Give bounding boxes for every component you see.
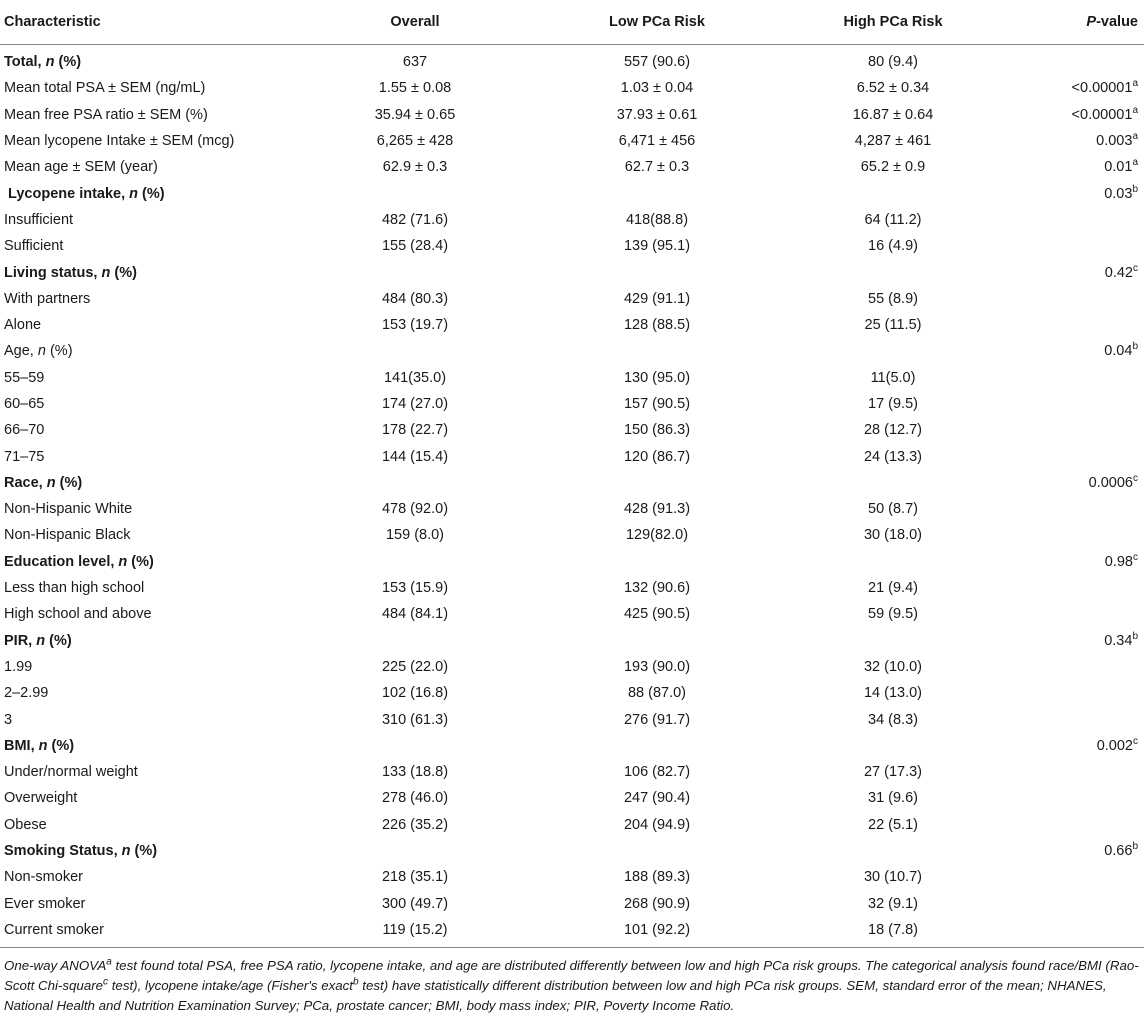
p-value-superscript: b: [1132, 183, 1138, 195]
cell-p-value: [1002, 706, 1144, 732]
cell-high-risk: [784, 338, 1002, 364]
cell-low-risk: 418(88.8): [625, 211, 689, 228]
cell-p-value: [1002, 45, 1144, 76]
cell-low-risk: 6,471 ± 456: [618, 133, 696, 150]
p-value-text: 0.002: [1096, 737, 1133, 754]
cell-characteristic: Overweight: [4, 790, 78, 807]
cell-low-risk: 188 (89.3): [623, 869, 691, 886]
column-header-overall: Overall: [300, 0, 530, 45]
cell-p-value: [1002, 759, 1144, 785]
cell-characteristic: Ever smoker: [4, 895, 86, 912]
cell-characteristic: Non-Hispanic White: [4, 501, 133, 518]
p-value-superscript: b: [1132, 341, 1138, 353]
cell-low-risk: 425 (90.5): [623, 606, 691, 623]
cell-characteristic: 3: [4, 711, 13, 728]
cell-low-risk: [530, 259, 784, 285]
cell-high-risk: 32 (10.0): [863, 658, 923, 675]
p-suffix: -value: [1096, 14, 1138, 30]
cell-characteristic: Age, n (%): [4, 343, 73, 360]
column-header-p-value: [1002, 0, 1144, 45]
cell-p-value: [1002, 233, 1144, 259]
table-row: [0, 891, 1144, 917]
cell-low-risk: 557 (90.6): [623, 54, 691, 71]
cell-p-value: [1002, 785, 1144, 811]
cell-p-value: [1002, 365, 1144, 391]
column-header-low-risk: Low PCa Risk: [530, 0, 784, 45]
table-row: [0, 759, 1144, 785]
cell-characteristic: Obese: [4, 816, 47, 833]
p-value-text: 0.01: [1104, 159, 1133, 176]
table-row: [0, 680, 1144, 706]
cell-high-risk: 14 (13.0): [863, 685, 923, 702]
table-row: [0, 470, 1144, 496]
cell-high-risk: 6.52 ± 0.34: [856, 80, 930, 97]
table-row: [0, 365, 1144, 391]
table-row: [0, 654, 1144, 680]
cell-characteristic: Mean lycopene Intake ± SEM (mcg): [4, 133, 235, 150]
cell-characteristic: Insufficient: [4, 211, 74, 228]
cell-low-risk: 128 (88.5): [623, 317, 691, 334]
cell-characteristic: 66–70: [4, 422, 45, 439]
cell-high-risk: 30 (10.7): [863, 869, 923, 886]
cell-p-value: [1002, 496, 1144, 522]
cell-characteristic: Less than high school: [4, 580, 145, 597]
cell-high-risk: 28 (12.7): [863, 422, 923, 439]
table-row: [0, 75, 1144, 101]
cell-high-risk: [784, 838, 1002, 864]
table-row: [0, 128, 1144, 154]
cell-low-risk: 268 (90.9): [623, 895, 691, 912]
cell-characteristic: Current smoker: [4, 921, 104, 938]
cell-overall: [300, 470, 530, 496]
p-value-superscript: a: [1132, 131, 1138, 143]
cell-p-value: [1002, 391, 1144, 417]
cell-p-value: [1002, 75, 1144, 101]
cell-high-risk: [784, 259, 1002, 285]
table-row: [0, 838, 1144, 864]
table-row: [0, 286, 1144, 312]
table-row: [0, 812, 1144, 838]
cell-p-value: [1002, 338, 1144, 364]
cell-low-risk: 106 (82.7): [623, 764, 691, 781]
column-header-high-risk: High PCa Risk: [784, 0, 1002, 45]
cell-high-risk: 30 (18.0): [863, 527, 923, 544]
cell-high-risk: 55 (8.9): [868, 290, 918, 307]
cell-high-risk: 21 (9.4): [868, 580, 918, 597]
p-value-superscript: a: [1132, 104, 1138, 116]
cell-low-risk: [530, 838, 784, 864]
p-value-superscript: b: [1132, 841, 1138, 853]
cell-p-value: [1002, 680, 1144, 706]
cell-p-value: [1002, 654, 1144, 680]
table-row: [0, 154, 1144, 180]
cell-high-risk: 11(5.0): [870, 369, 916, 386]
cell-characteristic: Total, n (%): [4, 54, 82, 71]
p-value-text: <0.00001: [1071, 106, 1133, 123]
cell-characteristic: 55–59: [4, 369, 45, 386]
cell-overall: [300, 180, 530, 206]
cell-characteristic: 2–2.99: [4, 685, 49, 702]
cell-high-risk: 31 (9.6): [868, 790, 918, 807]
table-row: [0, 575, 1144, 601]
table-row: [0, 207, 1144, 233]
cell-characteristic: Education level, n (%): [4, 553, 154, 570]
table-row: [0, 496, 1144, 522]
cell-low-risk: 1.03 ± 0.04: [620, 80, 694, 97]
cell-low-risk: 150 (86.3): [623, 422, 691, 439]
cell-overall: 1.55 ± 0.08: [378, 80, 452, 97]
p-italic: P: [1086, 14, 1097, 30]
cell-characteristic: 60–65: [4, 396, 45, 412]
table-row: [0, 391, 1144, 417]
cell-characteristic: Living status, n (%): [4, 264, 137, 281]
table-row: [0, 259, 1144, 285]
cell-high-risk: 64 (11.2): [864, 211, 922, 228]
cell-high-risk: [784, 549, 1002, 575]
table-body: [0, 45, 1144, 948]
cell-characteristic: Mean age ± SEM (year): [4, 159, 158, 176]
cell-low-risk: 429 (91.1): [623, 290, 691, 307]
cell-low-risk: 129(82.0): [625, 527, 689, 544]
cell-high-risk: 32 (9.1): [868, 895, 918, 912]
cell-overall: 484 (80.3): [381, 290, 449, 307]
table-row: [0, 864, 1144, 890]
cell-high-risk: 24 (13.3): [863, 448, 923, 465]
cell-characteristic: Non-smoker: [4, 869, 83, 886]
cell-p-value: [1002, 838, 1144, 864]
cell-overall: 155 (28.4): [381, 238, 449, 255]
table-row: [0, 102, 1144, 128]
cell-high-risk: 25 (11.5): [864, 317, 922, 334]
cell-p-value: [1002, 417, 1144, 443]
p-value-superscript: c: [1133, 262, 1138, 274]
cell-overall: 278 (46.0): [381, 790, 449, 807]
cell-overall: 159 (8.0): [385, 527, 445, 544]
cell-p-value: [1002, 628, 1144, 654]
p-value-superscript: c: [1133, 473, 1138, 485]
cell-characteristic: Alone: [4, 317, 42, 334]
table-row: [0, 785, 1144, 811]
cell-characteristic: Non-Hispanic Black: [4, 527, 131, 544]
cell-overall: 178 (22.7): [381, 422, 449, 439]
cell-p-value: [1002, 575, 1144, 601]
p-value-text: 0.04: [1104, 343, 1133, 360]
cell-high-risk: 65.2 ± 0.9: [860, 159, 926, 176]
cell-overall: [300, 628, 530, 654]
table-row: [0, 417, 1144, 443]
cell-high-risk: 18 (7.8): [868, 921, 918, 938]
p-value-superscript: c: [1133, 736, 1138, 748]
table-row: [0, 706, 1144, 732]
cell-high-risk: [784, 180, 1002, 206]
cell-low-risk: [530, 180, 784, 206]
cell-p-value: [1002, 891, 1144, 917]
table-row: [0, 338, 1144, 364]
cell-p-value: [1002, 522, 1144, 548]
cell-overall: 141(35.0): [383, 369, 447, 386]
cell-high-risk: [784, 470, 1002, 496]
cell-characteristic: Sufficient: [4, 238, 64, 255]
cell-p-value: [1002, 443, 1144, 469]
p-value-superscript: c: [1133, 551, 1138, 563]
cell-low-risk: [530, 733, 784, 759]
cell-low-risk: 247 (90.4): [623, 790, 691, 807]
cell-high-risk: 59 (9.5): [868, 606, 918, 623]
cell-p-value: [1002, 470, 1144, 496]
cell-overall: 102 (16.8): [381, 685, 449, 702]
cell-characteristic: With partners: [4, 290, 91, 307]
table-row: [0, 733, 1144, 759]
cell-overall: 310 (61.3): [381, 711, 449, 728]
p-value-superscript: b: [1132, 630, 1138, 642]
cell-characteristic: 71–75: [4, 448, 45, 465]
cell-overall: [300, 733, 530, 759]
cell-high-risk: [784, 733, 1002, 759]
cell-overall: 484 (84.1): [381, 606, 449, 623]
table-row: [0, 917, 1144, 947]
cell-p-value: [1002, 154, 1144, 180]
cell-high-risk: 16 (4.9): [868, 238, 918, 255]
cell-low-risk: 120 (86.7): [623, 448, 691, 465]
table-row: [0, 522, 1144, 548]
cell-overall: [300, 259, 530, 285]
cell-low-risk: [530, 338, 784, 364]
cell-overall: [300, 838, 530, 864]
cell-characteristic: 1.99: [4, 658, 33, 675]
cell-p-value: [1002, 917, 1144, 947]
cell-characteristic: Smoking Status, n (%): [4, 843, 158, 860]
cell-characteristic: Under/normal weight: [4, 764, 138, 781]
table-row: [0, 312, 1144, 338]
cell-characteristic: Mean free PSA ratio ± SEM (%): [4, 106, 208, 123]
table-row: [0, 601, 1144, 627]
cell-low-risk: 37.93 ± 0.61: [616, 106, 698, 123]
p-value-text: 0.34: [1104, 632, 1133, 649]
cell-high-risk: 50 (8.7): [868, 501, 918, 518]
p-value-text: 0.98: [1104, 553, 1133, 570]
cell-p-value: [1002, 812, 1144, 838]
cell-p-value: [1002, 259, 1144, 285]
cell-overall: 35.94 ± 0.65: [374, 106, 456, 123]
cell-characteristic: Race, n (%): [4, 474, 83, 491]
cell-p-value: [1002, 128, 1144, 154]
cell-high-risk: 4,287 ± 461: [854, 133, 932, 150]
cell-overall: 226 (35.2): [381, 816, 449, 833]
cell-overall: [300, 549, 530, 575]
table-row: [0, 628, 1144, 654]
table-row: [0, 549, 1144, 575]
cell-p-value: [1002, 207, 1144, 233]
p-value-text: 0.003: [1096, 133, 1133, 150]
cell-p-value: [1002, 312, 1144, 338]
cell-overall: [300, 338, 530, 364]
p-value-text: 0.42: [1104, 264, 1133, 281]
table-row: [0, 443, 1144, 469]
cell-overall: 482 (71.6): [381, 211, 449, 228]
table-footnote: One-way ANOVA$^a$ test found total PSA, free PSA ratio, lycopene intake, and age are distributed differently between low and high PCa risk groups. The categorical analysis found race/BMI (Rao-Scott Chi-square$^c$ test), lycopene intake/age (Fisher's exact$^b$ test) have statistically different distribution between low and high PCa risk groups. SEM, standard error of the mean; NHANES, National Health and Nutrition Examination Survey; PCa, prostate cancer; BMI, body mass index; PIR, Poverty Income Ratio.: [4, 956, 1139, 1014]
cell-overall: 478 (92.0): [381, 501, 449, 518]
p-value-superscript: a: [1132, 157, 1138, 169]
cell-overall: 225 (22.0): [381, 658, 449, 675]
cell-low-risk: 204 (94.9): [623, 816, 691, 833]
cell-low-risk: 193 (90.0): [623, 658, 691, 675]
cell-characteristic: Lycopene intake, n (%): [4, 185, 165, 202]
cell-overall: 144 (15.4): [381, 448, 449, 465]
column-header-characteristic: Characteristic: [0, 0, 300, 45]
cell-low-risk: 130 (95.0): [623, 369, 691, 386]
cell-overall: 174 (27.0): [381, 396, 449, 412]
table-row: [0, 233, 1144, 259]
cell-high-risk: 34 (8.3): [868, 711, 918, 728]
cell-characteristic: Mean total PSA ± SEM (ng/mL): [4, 80, 206, 97]
cell-high-risk: 22 (5.1): [868, 816, 918, 833]
cell-low-risk: 101 (92.2): [623, 921, 691, 938]
cell-low-risk: 139 (95.1): [623, 238, 691, 255]
cell-overall: 153 (15.9): [381, 580, 449, 597]
p-value-text: 0.0006: [1088, 474, 1133, 491]
cell-p-value: [1002, 601, 1144, 627]
cell-p-value: [1002, 549, 1144, 575]
cell-overall: 6,265 ± 428: [376, 133, 454, 150]
cell-overall: 119 (15.2): [382, 921, 448, 938]
cell-overall: 133 (18.8): [381, 764, 449, 781]
cell-high-risk: 27 (17.3): [863, 764, 923, 781]
p-value-text: <0.00001: [1071, 80, 1133, 97]
cell-low-risk: [530, 628, 784, 654]
cell-high-risk: 16.87 ± 0.64: [852, 106, 934, 123]
cell-p-value: [1002, 864, 1144, 890]
cell-low-risk: 62.7 ± 0.3: [624, 159, 690, 176]
cell-low-risk: 157 (90.5): [623, 396, 691, 412]
cell-characteristic: PIR, n (%): [4, 632, 72, 649]
cell-low-risk: 132 (90.6): [623, 580, 691, 597]
p-value-superscript: a: [1132, 78, 1138, 90]
cell-high-risk: 17 (9.5): [868, 396, 918, 412]
table-row: [0, 180, 1144, 206]
cell-characteristic: High school and above: [4, 606, 152, 623]
cell-overall: 62.9 ± 0.3: [382, 159, 448, 176]
cell-p-value: [1002, 733, 1144, 759]
cell-overall: 218 (35.1): [381, 869, 449, 886]
cell-high-risk: 80 (9.4): [868, 54, 918, 71]
cell-overall: 637: [402, 54, 428, 71]
table-row: [0, 45, 1144, 76]
cell-p-value: [1002, 102, 1144, 128]
cell-characteristic: BMI, n (%): [4, 737, 75, 754]
cell-low-risk: 88 (87.0): [627, 685, 687, 702]
cell-low-risk: 428 (91.3): [623, 501, 691, 518]
p-value-text: 0.03: [1104, 185, 1133, 202]
p-value-text: 0.66: [1104, 843, 1133, 860]
cell-overall: 300 (49.7): [381, 895, 449, 912]
cell-overall: 153 (19.7): [381, 317, 449, 334]
cell-low-risk: 276 (91.7): [623, 711, 691, 728]
table-header-row: [0, 0, 1144, 45]
cell-low-risk: [530, 549, 784, 575]
cell-p-value: [1002, 180, 1144, 206]
cell-high-risk: [784, 628, 1002, 654]
cell-low-risk: [530, 470, 784, 496]
cell-p-value: [1002, 286, 1144, 312]
